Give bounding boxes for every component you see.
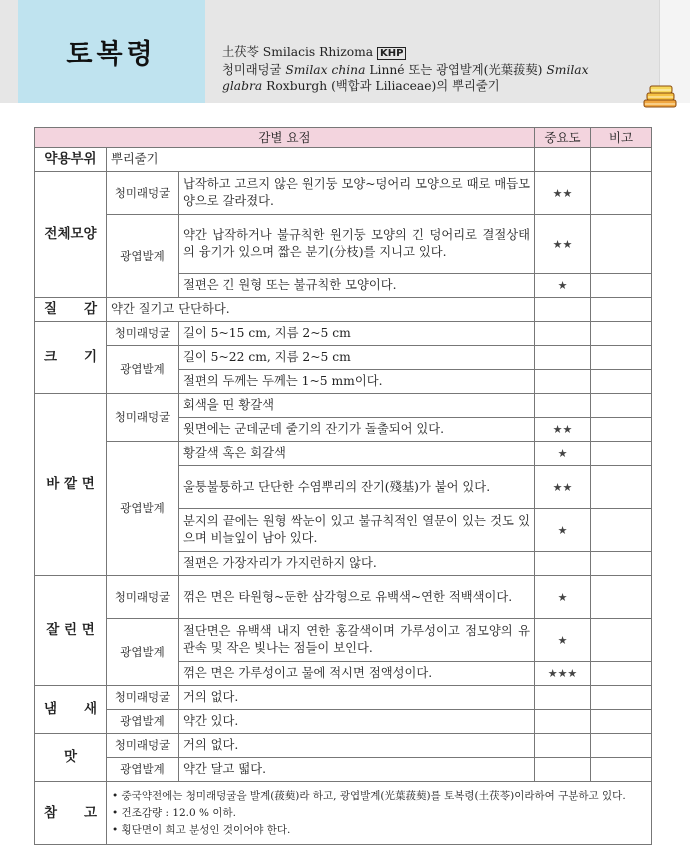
table-row bbox=[35, 619, 652, 662]
importance-stars: ★★★ bbox=[535, 662, 591, 686]
category-taste: 맛 bbox=[35, 734, 107, 782]
table-header-row bbox=[35, 128, 652, 148]
sub-label: 청미래덩굴 bbox=[107, 394, 179, 442]
remark-empty bbox=[591, 466, 652, 509]
remark-empty bbox=[591, 148, 652, 172]
header-line-3 bbox=[222, 78, 662, 94]
origin-plant-2: Linné 또는 광엽발계(光葉菝葜) bbox=[365, 63, 547, 77]
importance-stars: ★ bbox=[535, 576, 591, 619]
remark-empty bbox=[591, 322, 652, 346]
table-row bbox=[35, 394, 652, 418]
header-line-2 bbox=[222, 62, 662, 78]
sub-label: 광엽발계 bbox=[107, 758, 179, 782]
cell-taste-a: 거의 없다. bbox=[179, 734, 535, 758]
remark-empty bbox=[591, 686, 652, 710]
cell-shape-b1: 약간 납작하거나 불규칙한 원기둥 모양의 긴 덩어리로 결절상태의 융기가 있으며 짧은 분기(分枝)를 지니고 있다. bbox=[179, 215, 535, 274]
star-empty bbox=[535, 346, 591, 370]
cell-surface-b1: 황갈색 혹은 회갈색 bbox=[179, 442, 535, 466]
herb-description bbox=[222, 44, 662, 94]
sub-label: 청미래덩굴 bbox=[107, 686, 179, 710]
category-notes: 참 고 bbox=[35, 782, 107, 845]
cell-surface-b3: 분지의 끝에는 원형 싹눈이 있고 불규칙적인 열문이 있는 것도 있으며 비늘잎이 남아 있다. bbox=[179, 509, 535, 552]
cell-cut-b2: 꺾은 면은 가루성이고 물에 적시면 점액성이다. bbox=[179, 662, 535, 686]
family-info: Roxburgh (백합과 Liliaceae)의 뿌리줄기 bbox=[262, 79, 500, 93]
herb-name-latin: 土茯苓 Smilacis Rhizoma bbox=[222, 45, 378, 59]
latin-name-1: Smilax china bbox=[285, 63, 366, 77]
cell-surface-b2: 울퉁불퉁하고 단단한 수염뿌리의 잔기(殘基)가 붙어 있다. bbox=[179, 466, 535, 509]
header-line-1 bbox=[222, 44, 662, 62]
remark-empty bbox=[591, 619, 652, 662]
table-row bbox=[35, 710, 652, 734]
cell-smell-b: 약간 있다. bbox=[179, 710, 535, 734]
star-empty bbox=[535, 148, 591, 172]
col-header-importance: 중요도 bbox=[535, 128, 591, 148]
importance-stars: ★ bbox=[535, 619, 591, 662]
cell-size-b1: 길이 5~22 cm, 지름 2~5 cm bbox=[179, 346, 535, 370]
col-header-remark: 비고 bbox=[591, 128, 652, 148]
category-surface: 바 깥 면 bbox=[35, 394, 107, 576]
cell-shape-a: 납작하고 고르지 않은 원기둥 모양~덩어리 모양으로 때로 매듭모양으로 갈라졌다. bbox=[179, 172, 535, 215]
remark-empty bbox=[591, 172, 652, 215]
cell-smell-a: 거의 없다. bbox=[179, 686, 535, 710]
importance-stars: ★ bbox=[535, 509, 591, 552]
remark-empty bbox=[591, 734, 652, 758]
remark-empty bbox=[591, 418, 652, 442]
table-row bbox=[35, 215, 652, 274]
table-row bbox=[35, 346, 652, 370]
sub-label: 광엽발계 bbox=[107, 619, 179, 686]
cell-shape-b2: 절편은 긴 원형 또는 불규칙한 모양이다. bbox=[179, 274, 535, 298]
category-texture: 질 감 bbox=[35, 298, 107, 322]
star-empty bbox=[535, 370, 591, 394]
star-empty bbox=[535, 758, 591, 782]
star-empty bbox=[535, 298, 591, 322]
latin-name-2b: glabra bbox=[222, 79, 263, 93]
sub-label: 광엽발계 bbox=[107, 215, 179, 298]
table-row bbox=[35, 734, 652, 758]
cell-texture: 약간 질기고 단단하다. bbox=[107, 298, 535, 322]
sub-label: 광엽발계 bbox=[107, 442, 179, 576]
importance-stars: ★★ bbox=[535, 172, 591, 215]
remark-empty bbox=[591, 370, 652, 394]
category-shape: 전체모양 bbox=[35, 172, 107, 298]
note-item: • 횡단면이 희고 분성인 것이어야 한다. bbox=[112, 823, 291, 836]
star-empty bbox=[535, 394, 591, 418]
star-empty bbox=[535, 322, 591, 346]
note-item: • 중국약전에는 청미래덩굴을 발계(菝葜)라 하고, 광엽발계(光葉菝葜)를 토복령(土茯苓)이라하여 구분하고 있다. bbox=[112, 789, 626, 802]
remark-empty bbox=[591, 509, 652, 552]
remark-empty bbox=[591, 710, 652, 734]
notes-cell bbox=[107, 782, 652, 845]
table-row bbox=[35, 442, 652, 466]
remark-empty bbox=[591, 662, 652, 686]
table-row bbox=[35, 758, 652, 782]
remark-empty bbox=[591, 758, 652, 782]
table-row bbox=[35, 322, 652, 346]
sub-label: 광엽발계 bbox=[107, 710, 179, 734]
star-empty bbox=[535, 686, 591, 710]
category-cut: 잘 린 면 bbox=[35, 576, 107, 686]
cell-size-b2: 절편의 두께는 두께는 1~5 mm이다. bbox=[179, 370, 535, 394]
khp-badge: KHP bbox=[377, 47, 406, 60]
importance-stars: ★★ bbox=[535, 418, 591, 442]
sub-label: 청미래덩굴 bbox=[107, 576, 179, 619]
cell-size-a: 길이 5~15 cm, 지름 2~5 cm bbox=[179, 322, 535, 346]
col-header-main: 감별 요점 bbox=[35, 128, 535, 148]
sub-label: 청미래덩굴 bbox=[107, 734, 179, 758]
cell-cut-b1: 절단면은 유백색 내지 연한 홍갈색이며 가루성이고 점모양의 유관속 및 작은 빛나는 점들이 보인다. bbox=[179, 619, 535, 662]
remark-empty bbox=[591, 394, 652, 418]
cell-part: 뿌리줄기 bbox=[107, 148, 535, 172]
table-row bbox=[35, 686, 652, 710]
importance-stars: ★★ bbox=[535, 466, 591, 509]
sub-label: 청미래덩굴 bbox=[107, 172, 179, 215]
books-icon bbox=[640, 83, 680, 113]
star-empty bbox=[535, 734, 591, 758]
remark-empty bbox=[591, 298, 652, 322]
cell-surface-a2: 윗면에는 군데군데 줄기의 잔기가 돌출되어 있다. bbox=[179, 418, 535, 442]
sub-label: 청미래덩굴 bbox=[107, 322, 179, 346]
table-row bbox=[35, 148, 652, 172]
cell-surface-a1: 회색을 띤 황갈색 bbox=[179, 394, 535, 418]
cell-taste-b: 약간 달고 떫다. bbox=[179, 758, 535, 782]
remark-empty bbox=[591, 346, 652, 370]
cell-surface-b4: 절편은 가장자리가 가지런하지 않다. bbox=[179, 552, 535, 576]
importance-stars: ★ bbox=[535, 442, 591, 466]
cell-cut-a: 꺾은 면은 타원형~둔한 삼각형으로 유백색~연한 적백색이다. bbox=[179, 576, 535, 619]
table-row bbox=[35, 172, 652, 215]
remark-empty bbox=[591, 552, 652, 576]
page-title: 토복령 bbox=[66, 39, 157, 70]
category-smell: 냄 새 bbox=[35, 686, 107, 734]
remark-empty bbox=[591, 215, 652, 274]
table-row bbox=[35, 782, 652, 845]
category-size: 크 기 bbox=[35, 322, 107, 394]
note-item: • 건조감량 : 12.0 % 이하. bbox=[112, 806, 236, 819]
title-box bbox=[18, 0, 205, 103]
remark-empty bbox=[591, 274, 652, 298]
remark-empty bbox=[591, 442, 652, 466]
table-row bbox=[35, 576, 652, 619]
table-row bbox=[35, 298, 652, 322]
importance-stars: ★★ bbox=[535, 215, 591, 274]
star-empty bbox=[535, 710, 591, 734]
sub-label: 광엽발계 bbox=[107, 346, 179, 394]
category-part: 약용부위 bbox=[35, 148, 107, 172]
origin-plant-1: 청미래덩굴 bbox=[222, 63, 286, 77]
star-empty bbox=[535, 552, 591, 576]
importance-stars: ★ bbox=[535, 274, 591, 298]
identification-table bbox=[34, 127, 652, 845]
latin-name-2a: Smilax bbox=[546, 63, 589, 77]
remark-empty bbox=[591, 576, 652, 619]
